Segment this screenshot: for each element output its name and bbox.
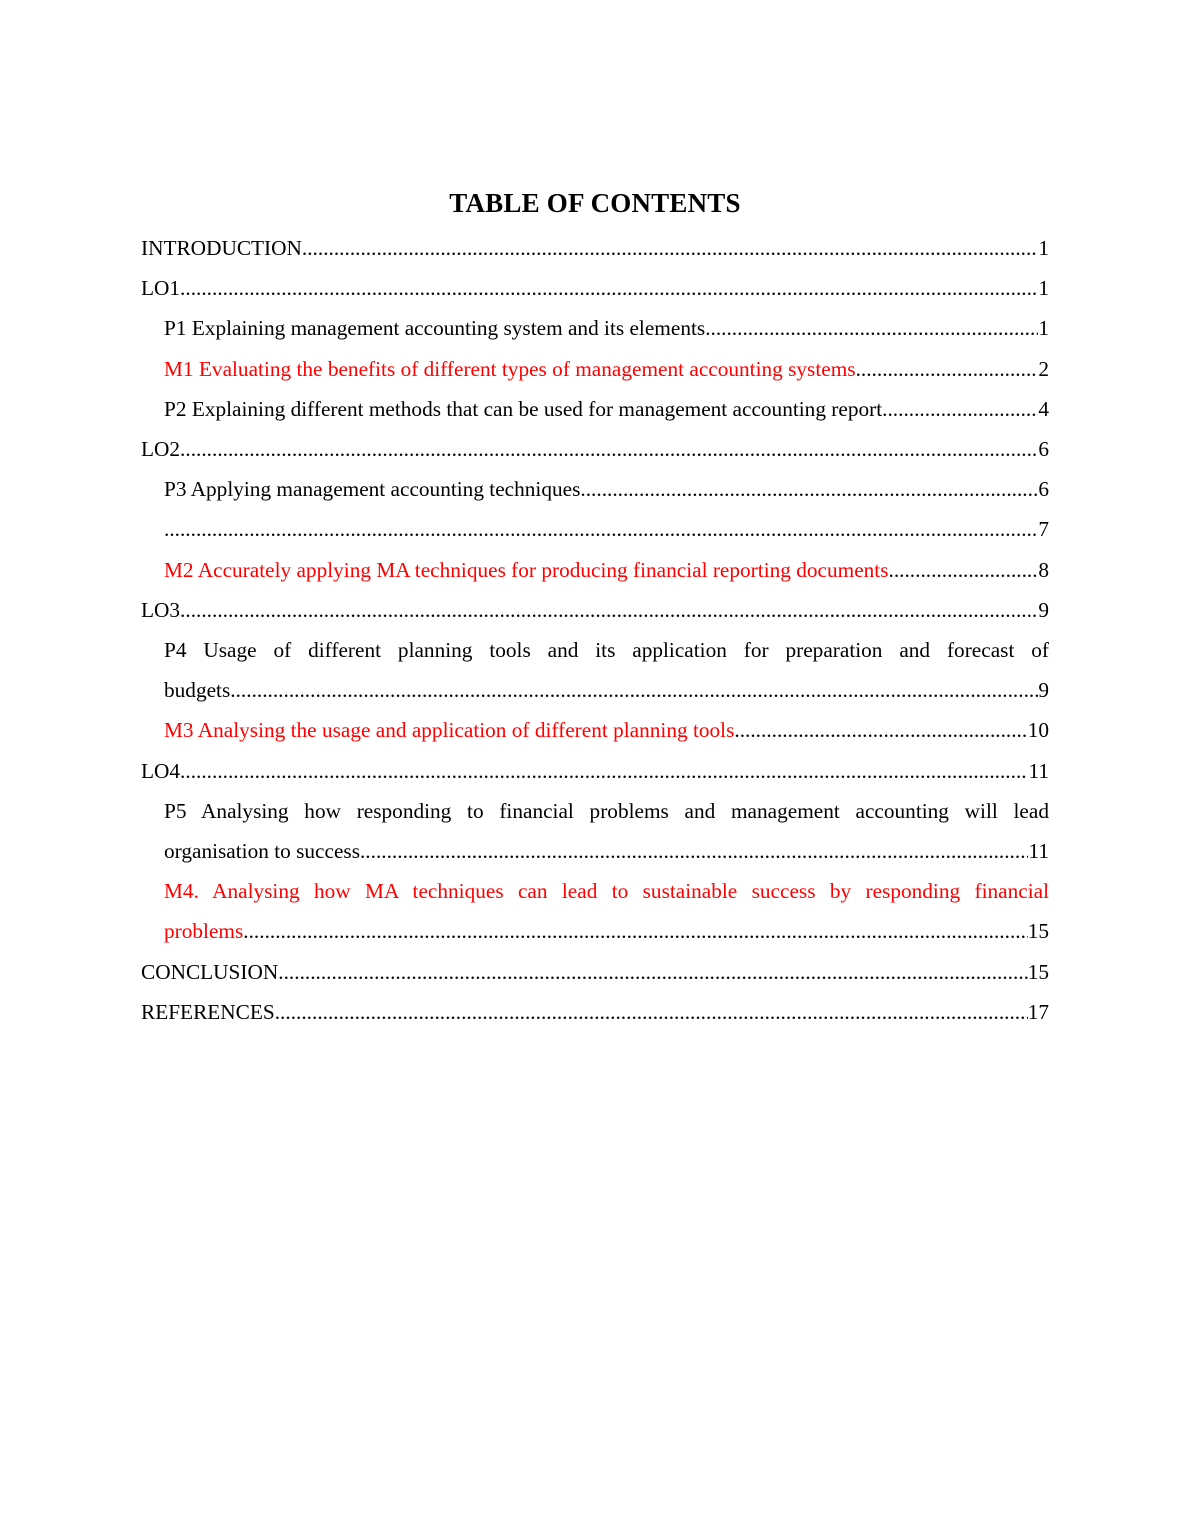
dot-leader bbox=[180, 268, 1038, 308]
dot-leader bbox=[180, 751, 1028, 791]
toc-entry-text: LO3 bbox=[141, 597, 181, 622]
toc-entry-text: CONCLUSION bbox=[141, 959, 279, 984]
dot-leader bbox=[580, 469, 1038, 509]
toc-entry-page: 7 bbox=[1038, 517, 1049, 542]
toc-entry-text: M1 Evaluating the benefits of different types of management accounting systems bbox=[164, 356, 856, 381]
toc-entry[interactable] bbox=[141, 871, 1049, 951]
dot-leader bbox=[230, 670, 1038, 710]
dot-leader bbox=[180, 429, 1038, 469]
toc-entry[interactable] bbox=[141, 710, 1049, 750]
dot-leader bbox=[856, 349, 1039, 389]
toc-entry[interactable] bbox=[141, 550, 1049, 590]
toc-entry-text: LO1 bbox=[141, 276, 181, 301]
toc-entry-page: 15 bbox=[1027, 919, 1049, 944]
toc-entry[interactable] bbox=[141, 389, 1049, 429]
toc-entry-page: 11 bbox=[1028, 758, 1049, 783]
toc-entry[interactable] bbox=[141, 952, 1049, 992]
toc-entry[interactable] bbox=[141, 992, 1049, 1032]
toc-entry-text-line1: M4. Analysing how MA techniques can lead to sustainable success by responding financial bbox=[164, 879, 1049, 904]
toc-entry[interactable] bbox=[141, 228, 1049, 268]
toc-entry-text: problems bbox=[164, 919, 244, 944]
toc-entry-page: 11 bbox=[1028, 839, 1049, 864]
toc-entry[interactable] bbox=[141, 268, 1049, 308]
toc-entry[interactable] bbox=[141, 630, 1049, 710]
dot-leader bbox=[360, 831, 1029, 871]
toc-title: TABLE OF CONTENTS bbox=[449, 188, 741, 218]
dot-leader bbox=[705, 308, 1038, 348]
toc-entry-page: 8 bbox=[1038, 557, 1049, 582]
toc-entry-page: 9 bbox=[1038, 678, 1049, 703]
dot-leader bbox=[243, 911, 1027, 951]
toc-entry[interactable] bbox=[141, 509, 1049, 549]
toc-entry-text: P3 Applying management accounting techniques bbox=[164, 477, 581, 502]
dot-leader bbox=[302, 228, 1038, 268]
toc-entry[interactable] bbox=[141, 308, 1049, 348]
toc-entry[interactable] bbox=[141, 469, 1049, 509]
toc-entry[interactable] bbox=[141, 590, 1049, 630]
toc-entry[interactable] bbox=[141, 751, 1049, 791]
toc-entry[interactable] bbox=[141, 429, 1049, 469]
toc-entry-text: budgets bbox=[164, 678, 231, 703]
dot-leader bbox=[275, 992, 1028, 1032]
toc-entry-page: 4 bbox=[1038, 396, 1049, 421]
toc-entry-page: 2 bbox=[1038, 356, 1049, 381]
toc-entry-text: REFERENCES bbox=[141, 999, 275, 1024]
toc-entry-page: 6 bbox=[1038, 477, 1049, 502]
toc-entry-text-line1: P4 Usage of different planning tools and its application for preparation and forecast of bbox=[164, 638, 1049, 663]
toc-entry-text-line1: P5 Analysing how responding to financial problems and management accounting will lead bbox=[164, 798, 1049, 823]
toc-entry-page: 9 bbox=[1038, 597, 1049, 622]
toc-entry[interactable] bbox=[141, 349, 1049, 389]
toc-entry-text: organisation to success bbox=[164, 839, 360, 864]
toc-entry-text: M2 Accurately applying MA techniques for producing financial reporting documents bbox=[164, 557, 889, 582]
dot-leader bbox=[278, 952, 1027, 992]
toc-entry-page: 1 bbox=[1038, 236, 1049, 260]
table-of-contents bbox=[141, 228, 1049, 1032]
toc-entry-text: LO4 bbox=[141, 758, 181, 783]
toc-entry[interactable] bbox=[141, 791, 1049, 871]
toc-entry-text: INTRODUCTION bbox=[141, 236, 302, 260]
toc-entry-text: M3 Analysing the usage and application of different planning tools bbox=[164, 718, 735, 743]
dot-leader bbox=[889, 550, 1039, 590]
dot-leader bbox=[734, 710, 1027, 750]
toc-entry-page: 10 bbox=[1027, 718, 1049, 743]
toc-entry-text: LO2 bbox=[141, 437, 181, 462]
toc-entry-page: 6 bbox=[1038, 437, 1049, 462]
toc-entry-page: 1 bbox=[1038, 316, 1049, 341]
toc-entry-page: 15 bbox=[1027, 959, 1049, 984]
toc-entry-page: 1 bbox=[1038, 276, 1049, 301]
dot-leader bbox=[164, 509, 1038, 549]
dot-leader bbox=[882, 389, 1038, 429]
toc-entry-text: P1 Explaining management accounting system and its elements bbox=[164, 316, 706, 341]
dot-leader bbox=[180, 590, 1038, 630]
toc-entry-page: 17 bbox=[1027, 999, 1049, 1024]
toc-entry-text: P2 Explaining different methods that can be used for management accounting report bbox=[164, 396, 883, 421]
